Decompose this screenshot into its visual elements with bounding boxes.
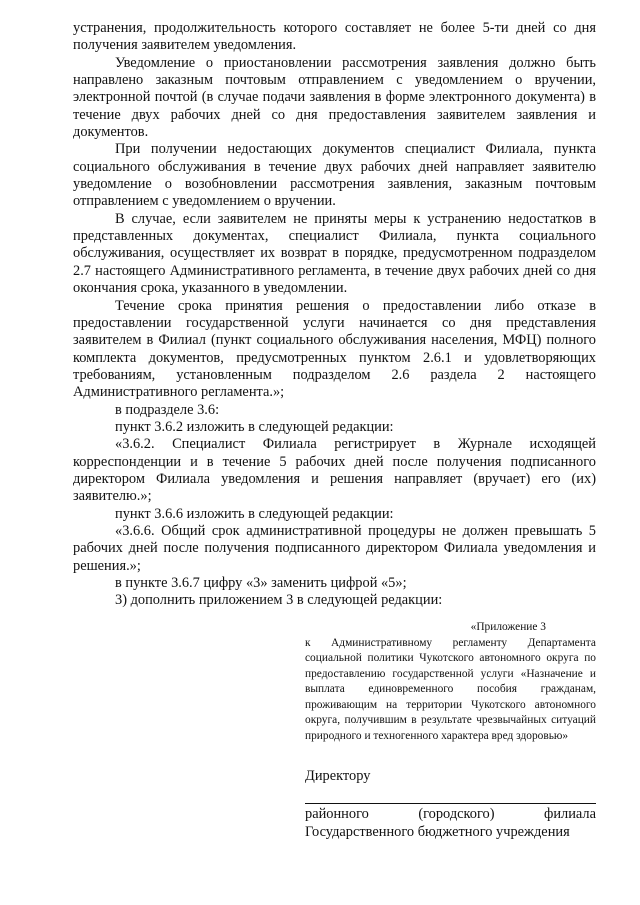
amendment-item-3-6-7: в пункте 3.6.7 цифру «3» заменить цифрой «5»; — [115, 575, 407, 591]
appendix-reference-text: к Административному регламенту Департамента социальной политики Чукотского автономного округа по предоставлению государственной услуги «Назначение и выплата единовременного пособия гражданам, проживающим на территории Чукотского автономного округа, получившим в результате чрезвычайных ситуаций природного и техногенного характера вред здоровью» — [305, 636, 596, 742]
paragraph-decision-term: Течение срока принятия решения о предоставлении либо отказе в предоставлении государственной услуги начинается со дня представления заявителем в Филиал (пункт социального обслуживания населения, МФЦ) полного комплекта документов, предусмотренных пунктом 2.6.1 и удовлетворяющих требованиям, установленным подразделом 2.6 раздела 2 настоящего Административного регламента.»; — [73, 297, 596, 401]
document-body — [73, 20, 596, 610]
paragraph-document-return: В случае, если заявителем не приняты меры к устранению недостатков в представленных документах, специалист Филиала, пункта социального обслуживания, осуществляет их возврат в порядке, предусмотренном подразделом 2.7 настоящего Административного регламента, в течение двух рабочих дней со дня окончания срока, указанного в уведомлении. — [73, 210, 596, 297]
blank-fill-line — [305, 803, 596, 804]
appendix-title: «Приложение 3 — [470, 621, 546, 633]
paragraph-missing-documents: При получении недостающих документов специалист Филиала, пункта социального обслуживания в течение двух рабочих дней направляет заявителю уведомление о возобновлении рассмотрения заявления, заказным почтовым отправлением с уведомлением о вручении. — [73, 141, 596, 210]
paragraph-3-6-6-text: «3.6.6. Общий срок административной процедуры не должен превышать 5 рабочих дней после получения подписанного директором Филиала уведомления и решения.»; — [73, 522, 596, 574]
addressee-institution-line: Государственного бюджетного учреждения — [305, 823, 570, 840]
addressee-to: Директору — [305, 768, 371, 784]
amendment-appendix-3: 3) дополнить приложением 3 в следующей редакции: — [115, 592, 443, 609]
addressee-branch-line — [305, 806, 596, 823]
amendment-subsection-3-6: в подразделе 3.6: — [115, 401, 220, 418]
addressee-word: районного — [305, 806, 369, 823]
amendment-item-3-6-6: пункт 3.6.6 изложить в следующей редакции: — [115, 505, 394, 522]
addressee-word: филиала — [544, 806, 596, 823]
addressee-word: (городского) — [418, 806, 495, 823]
paragraph-continuation: устранения, продолжительность которого составляет не более 5-ти дней со дня получения заявителем уведомления. — [73, 20, 596, 54]
paragraph-3-6-2-text: «3.6.2. Специалист Филиала регистрирует в Журнале исходящей корреспонденции и в течение 5 рабочих дней после получения подписанного директором Филиала уведомления и решения направляет (вручает) его (их) заявителю.»; — [73, 436, 596, 505]
paragraph-suspension-notice: Уведомление о приостановлении рассмотрения заявления должно быть направлено заказным почтовым отправлением с уведомлением о вручении, электронной почтой (в случае подачи заявления в форме электронного документа) в течение двух рабочих дней со дня предоставления заявителем заявления и документов. — [73, 54, 596, 141]
addressee-block — [305, 768, 596, 841]
amendment-item-3-6-2: пункт 3.6.2 изложить в следующей редакции: — [115, 418, 394, 435]
appendix-header — [305, 620, 596, 744]
